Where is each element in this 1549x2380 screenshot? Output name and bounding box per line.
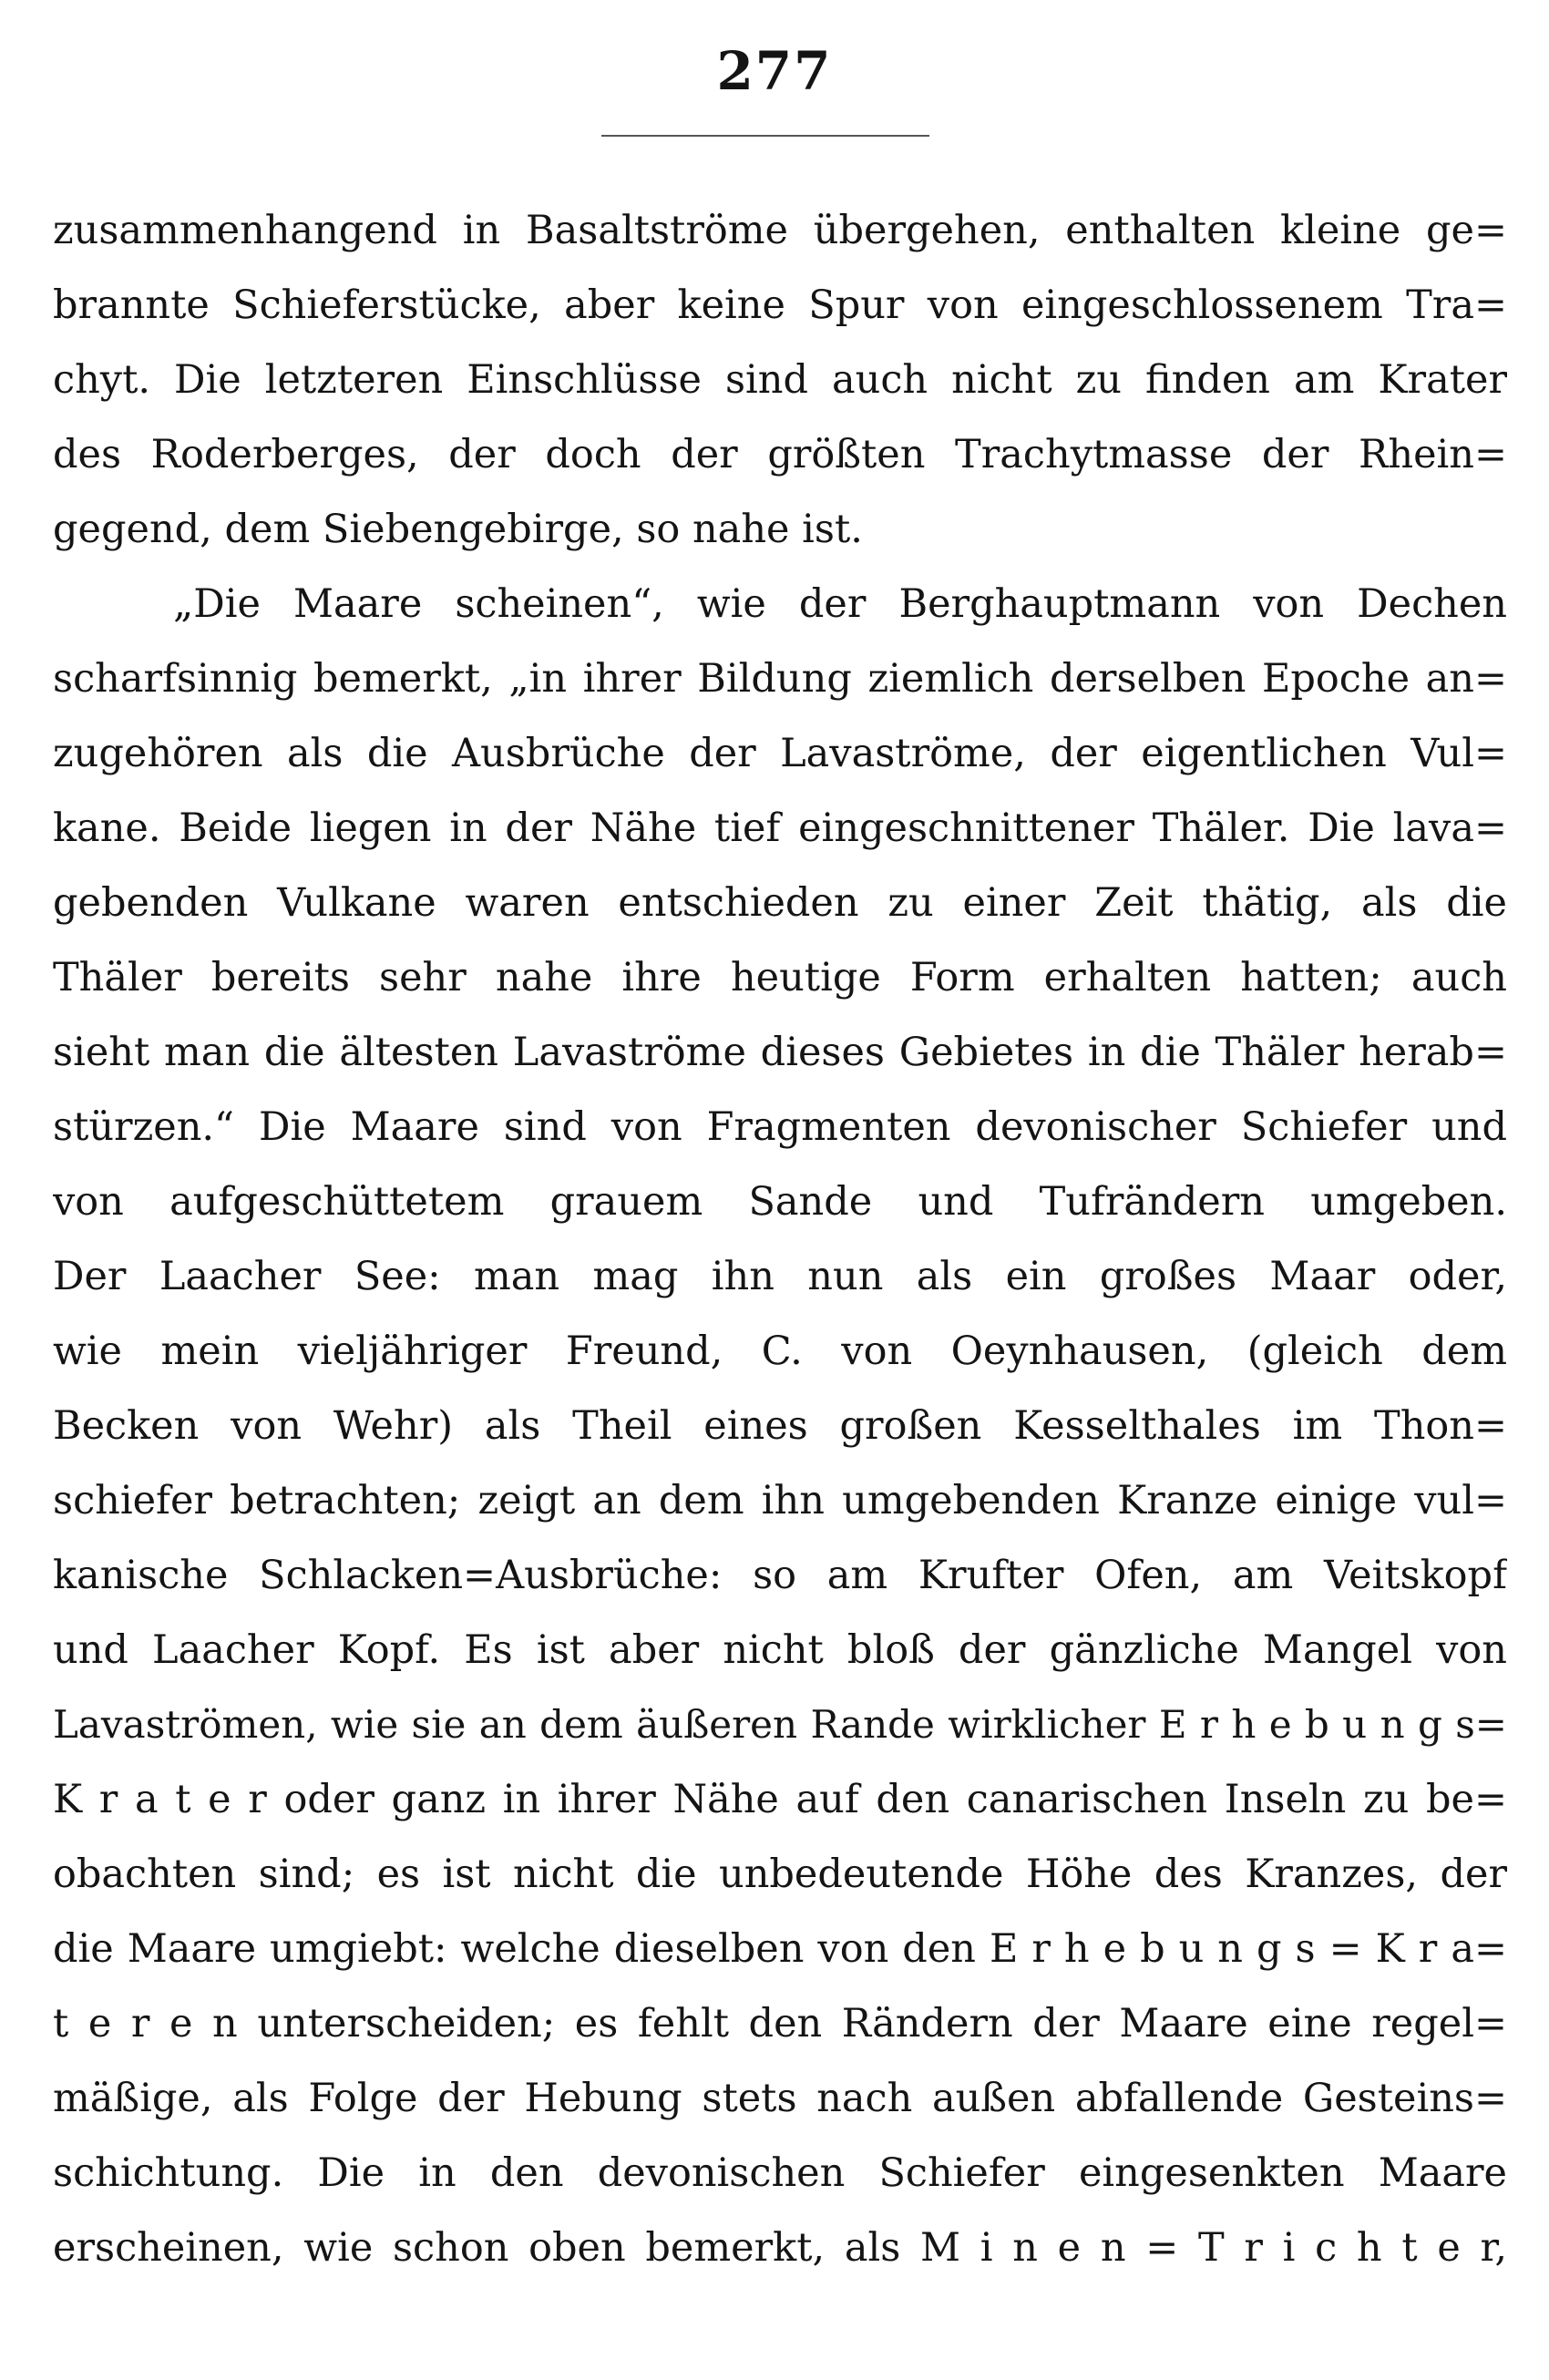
text-line: gebenden Vulkane waren entschieden zu einer Zeit thätig, als die [53, 880, 1507, 926]
text-line: von aufgeschüttetem grauem Sande und Tufrändern umgeben. [53, 1179, 1507, 1225]
text-line: scharfsinnig bemerkt, „in ihrer Bildung ziemlich derselben Epoche an= [53, 656, 1507, 702]
paragraph-first-line: „Die Maare scheinen“, wie der Berghauptmann von Dechen [173, 581, 1507, 627]
text-line: die Maare umgiebt: welche dieselben von den E r h e b u n g s = K r a= [53, 1926, 1507, 1972]
text-line: wie mein vieljähriger Freund, C. von Oeynhausen, (gleich dem [53, 1328, 1507, 1374]
text-line: Thäler bereits sehr nahe ihre heutige Form erhalten hatten; auch [53, 955, 1507, 1000]
text-line: zugehören als die Ausbrüche der Lavaströme, der eigentlichen Vul= [53, 731, 1507, 776]
text-line: stürzen.“ Die Maare sind von Fragmenten devonischer Schiefer und [53, 1104, 1507, 1150]
text-line: schiefer betrachten; zeigt an dem ihn umgebenden Kranze einige vul= [53, 1478, 1507, 1523]
text-line: zusammenhangend in Basaltströme übergehen, enthalten kleine ge= [53, 208, 1507, 253]
text-line: K r a t e r oder ganz in ihrer Nähe auf den canarischen Inseln zu be= [53, 1777, 1507, 1822]
text-line: gegend, dem Siebengebirge, so nahe ist. [53, 507, 863, 552]
text-line: und Laacher Kopf. Es ist aber nicht bloß der gänzliche Mangel von [53, 1627, 1507, 1673]
text-line: chyt. Die letzteren Einschlüsse sind auch nicht zu finden am Krater [53, 357, 1507, 403]
text-line: schichtung. Die in den devonischen Schiefer eingesenkten Maare [53, 2150, 1507, 2196]
text-line: Lavaströmen, wie sie an dem äußeren Rande wirklicher E r h e b u n g s= [53, 1702, 1507, 1747]
header-rule [601, 135, 929, 137]
text-line: sieht man die ältesten Lavaströme dieses Gebietes in die Thäler herab= [53, 1030, 1507, 1075]
text-line: mäßige, als Folge der Hebung stets nach außen abfallende Gesteins= [53, 2076, 1507, 2121]
text-line: obachten sind; es ist nicht die unbedeutende Höhe des Kranzes, der [53, 1852, 1507, 1897]
text-line: kane. Beide liegen in der Nähe tief eingeschnittener Thäler. Die lava= [53, 805, 1507, 851]
body-text [53, 193, 1507, 2285]
page-number: 277 [716, 40, 833, 102]
text-line: t e r e n unterscheiden; es fehlt den Rändern der Maare eine regel= [53, 2001, 1507, 2047]
text-line: Der Laacher See: man mag ihn nun als ein großes Maar oder, [53, 1254, 1507, 1299]
text-line: brannte Schieferstücke, aber keine Spur von eingeschlossenem Tra= [53, 282, 1507, 328]
text-line: kanische Schlacken=Ausbrüche: so am Krufter Ofen, am Veitskopf [53, 1553, 1507, 1598]
text-line: Becken von Wehr) als Theil eines großen Kesselthales im Thon= [53, 1403, 1507, 1449]
text-line: des Roderberges, der doch der größten Trachytmasse der Rhein= [53, 432, 1507, 477]
text-line: erscheinen, wie schon oben bemerkt, als M i n e n = T r i c h t e r, [53, 2225, 1507, 2271]
